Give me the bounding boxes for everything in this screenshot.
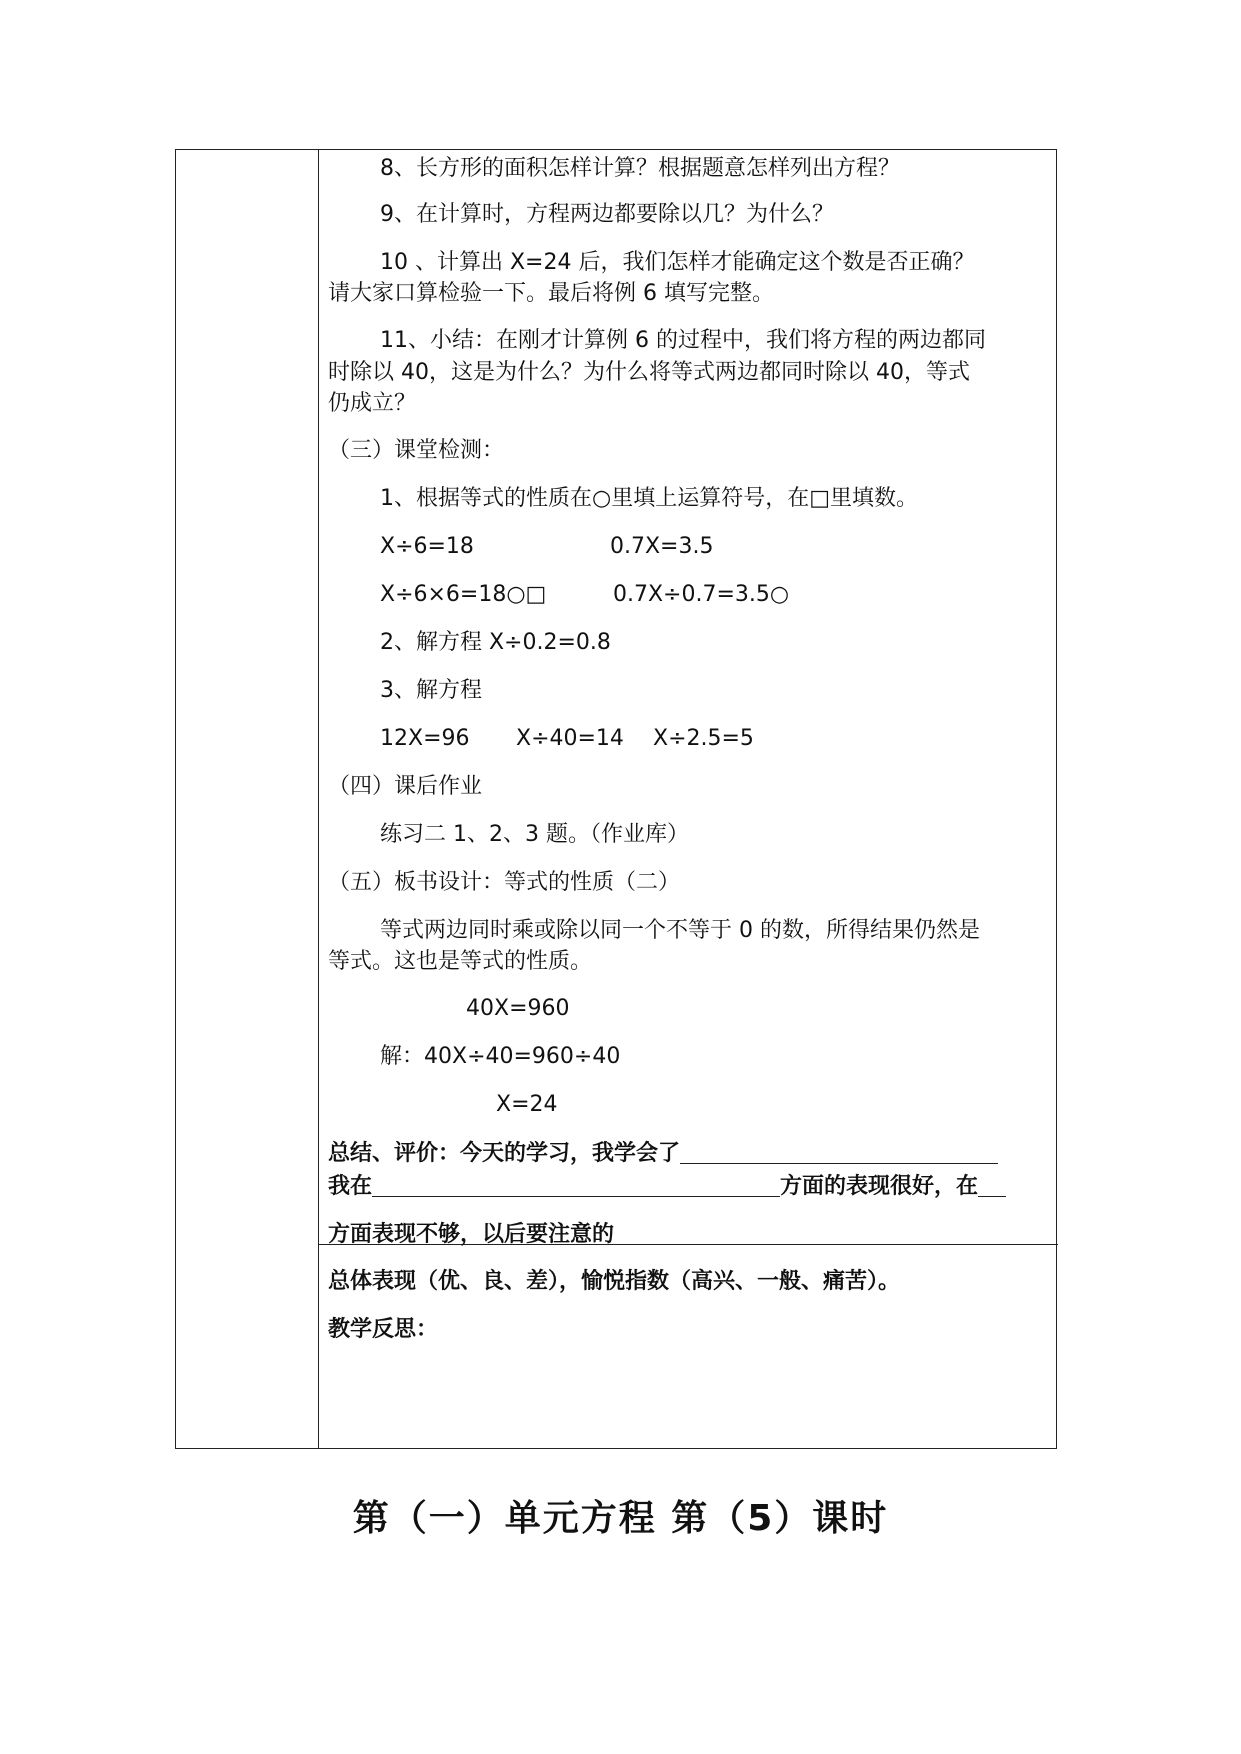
equation: 12X=96	[380, 726, 470, 751]
summary-prompt: 我在	[328, 1174, 373, 1199]
row-divider	[318, 1244, 1058, 1245]
question-11-line-1: 11、小结：在刚才计算例 6 的过程中，我们将方程的两边都同	[380, 328, 986, 353]
question-11-line-2: 时除以 40，这是为什么？为什么将等式两边都同时除以 40，等式	[328, 360, 970, 385]
homework-text: 练习二 1、2、3 题。（作业库）	[380, 822, 689, 847]
board-equation: 解：40X÷40=960÷40	[380, 1044, 621, 1069]
equation: X÷40=14	[516, 726, 624, 751]
summary-line-2	[328, 1170, 1006, 1203]
question-11-line-3: 仍成立？	[328, 391, 417, 416]
page-title: 第（一）单元方程 第（5）课时	[352, 1498, 889, 1539]
section-heading-board: （五）板书设计：等式的性质（二）	[328, 870, 681, 895]
equation: X÷6=18	[380, 534, 474, 559]
question-9: 9、在计算时，方程两边都要除以几？为什么？	[380, 202, 834, 227]
equation: 0.7X÷0.7=3.5○	[613, 582, 790, 607]
summary-line-3	[328, 1218, 1024, 1251]
board-line-2: 等式。这也是等式的性质。	[328, 949, 593, 974]
question-10-line-1: 10 、计算出 X=24 后，我们怎样才能确定这个数是否正确？	[380, 250, 975, 275]
board-equation: X=24	[496, 1092, 558, 1117]
board-line-1: 等式两边同时乘或除以同一个不等于 0 的数，所得结果仍然是	[380, 918, 980, 943]
column-divider	[318, 150, 319, 1448]
section-heading-check: （三）课堂检测：	[328, 438, 505, 463]
summary-line-1	[328, 1137, 998, 1170]
summary-prompt: 方面表现不够，以后要注意的	[328, 1222, 615, 1247]
question-10-line-2: 请大家口算检验一下。最后将例 6 填写完整。	[328, 281, 774, 306]
summary-blank	[978, 1170, 1006, 1197]
check-item-1: 1、根据等式的性质在○里填上运算符号，在□里填数。	[380, 486, 918, 511]
summary-blank	[680, 1137, 998, 1164]
equation: X÷6×6=18○□	[380, 582, 547, 607]
section-heading-homework: （四）课后作业	[328, 774, 483, 799]
summary-prompt: 方面的表现很好，在	[780, 1174, 979, 1199]
summary-blank	[614, 1218, 1024, 1245]
equation: 0.7X=3.5	[610, 534, 714, 559]
board-equation: 40X=960	[466, 996, 570, 1021]
check-item-3: 3、解方程	[380, 678, 482, 703]
lesson-table	[175, 149, 1057, 1449]
summary-blank	[372, 1170, 780, 1197]
summary-line-4: 总体表现（优、良、差），愉悦指数（高兴、一般、痛苦）。	[328, 1269, 901, 1294]
check-item-2: 2、解方程 X÷0.2=0.8	[380, 630, 611, 655]
summary-prompt: 总结、评价：今天的学习，我学会了	[328, 1141, 681, 1166]
teaching-reflection-label: 教学反思：	[328, 1317, 439, 1342]
equation: X÷2.5=5	[653, 726, 754, 751]
question-8: 8、长方形的面积怎样计算？根据题意怎样列出方程？	[380, 156, 900, 181]
